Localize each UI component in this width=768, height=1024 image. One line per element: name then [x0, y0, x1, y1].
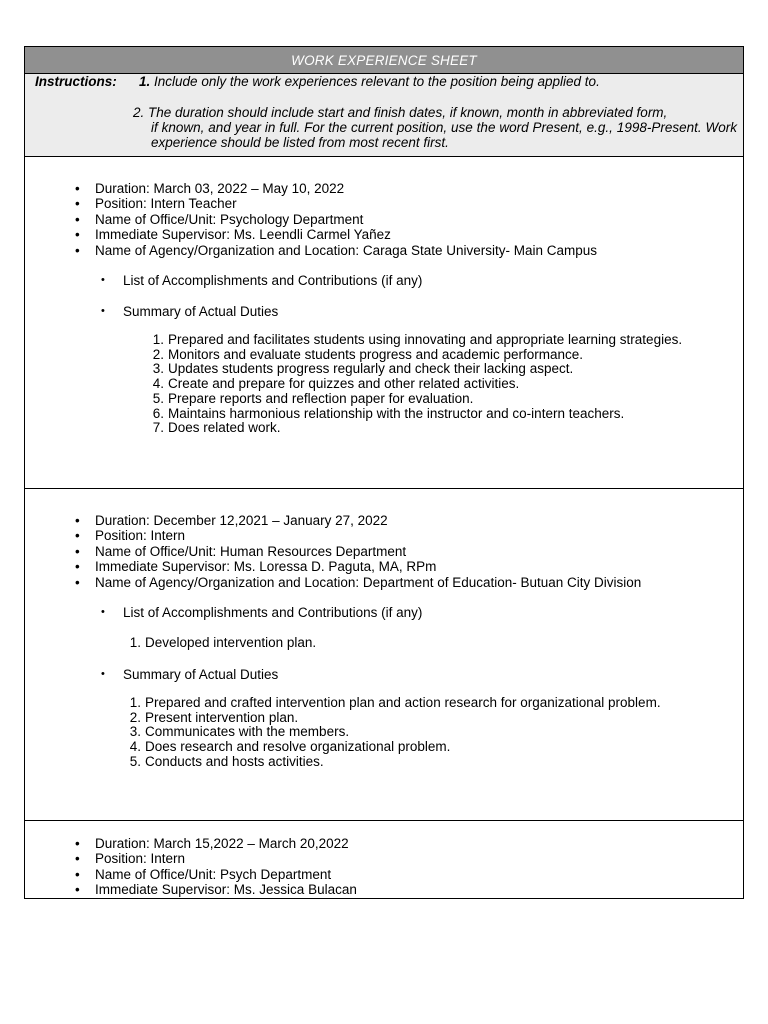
- entry-1-duties-list: [152, 332, 688, 436]
- entry-1-duties-heading: [101, 304, 278, 319]
- entry-2-duty-5: 5. Conducts and hosts activities.: [129, 753, 324, 769]
- entry-2-details: [75, 513, 641, 590]
- entry-2-accomplishments-label: • List of Accomplishments and Contributions (if any): [101, 605, 422, 620]
- entry-1-duty-7: 7. Does related work.: [152, 420, 281, 436]
- entry-1-duty-2: 2. Monitors and evaluate students progress and academic performance.: [152, 346, 583, 362]
- instruction-2-rest: if known, and year in full. For the current position, use the word Present, e.g., 1998-Present. Work experience should be listed from most recent first.: [151, 120, 737, 150]
- entry-2-agency: • Name of Agency/Organization and Location: Department of Education- Butuan City Division: [75, 575, 641, 590]
- work-experience-sheet: [24, 46, 744, 899]
- entry-3-duration: • Duration: March 15,2022 – March 20,2022: [75, 836, 357, 851]
- entry-2-accomplishments-list: [129, 635, 735, 651]
- entry-2-duties-label: • Summary of Actual Duties: [101, 667, 278, 682]
- experience-entry-1: [25, 157, 743, 489]
- entry-3-office: • Name of Office/Unit: Psych Department: [75, 867, 357, 882]
- entry-1-accomplishments-heading: [101, 273, 422, 288]
- entry-2-duty-3: 3. Communicates with the members.: [129, 724, 350, 740]
- instructions-label: Instructions:: [35, 74, 117, 89]
- experience-entry-2: [25, 489, 743, 821]
- instruction-2-line1: 2. The duration should include start and finish dates, if known, month in abbreviated form,: [133, 105, 668, 120]
- entry-1-accomplishments-label: • List of Accomplishments and Contributions (if any): [101, 273, 422, 288]
- entry-1-duty-6: 6. Maintains harmonious relationship with the instructor and co-intern teachers.: [152, 405, 625, 421]
- entry-1-supervisor: • Immediate Supervisor: Ms. Leendli Carmel Yañez: [75, 227, 597, 242]
- entry-2-duties-heading: [101, 667, 278, 682]
- sheet-title-text: WORK EXPERIENCE SHEET: [291, 52, 477, 68]
- entry-2-duration: • Duration: December 12,2021 – January 27, 2022: [75, 513, 641, 528]
- entry-2-duty-4: 4. Does research and resolve organizational problem.: [129, 739, 451, 755]
- instructions-box: [25, 74, 743, 157]
- entry-3-position: • Position: Intern: [75, 851, 357, 866]
- entry-1-agency: • Name of Agency/Organization and Location: Caraga State University- Main Campus: [75, 243, 597, 258]
- entry-2-office: • Name of Office/Unit: Human Resources Department: [75, 544, 641, 559]
- entry-2-duty-1: 1. Prepared and crafted intervention plan and action research for organizational problem.: [129, 695, 661, 710]
- instruction-1-text: Include only the work experiences relevant to the position being applied to.: [154, 74, 600, 89]
- instruction-2: [133, 105, 737, 150]
- entry-1-office: • Name of Office/Unit: Psychology Department: [75, 212, 597, 227]
- entry-3-details: [75, 836, 357, 898]
- entry-2-position: • Position: Intern: [75, 528, 641, 543]
- entry-1-duty-3: 3. Updates students progress regularly and check their lacking aspect.: [152, 361, 574, 377]
- entry-1-duties-label: • Summary of Actual Duties: [101, 304, 278, 319]
- entry-2-supervisor: • Immediate Supervisor: Ms. Loressa D. Paguta, MA, RPm: [75, 559, 641, 574]
- sheet-title: [25, 47, 743, 74]
- entry-1-duty-5: 5. Prepare reports and reflection paper for evaluation.: [152, 390, 474, 406]
- entry-2-accomplishments-heading: [101, 605, 422, 620]
- experience-entry-3: [25, 821, 743, 899]
- entry-2-duties-list: [129, 695, 740, 770]
- entry-1-duration: • Duration: March 03, 2022 – May 10, 2022: [75, 181, 597, 196]
- entry-1-details: [75, 181, 597, 258]
- entry-2-accomplishment-1: 1. Developed intervention plan.: [129, 635, 317, 650]
- entry-1-duty-4: 4. Create and prepare for quizzes and other related activities.: [152, 376, 520, 392]
- instruction-1-number: 1.: [139, 74, 151, 89]
- entry-1-duty-1: 1. Prepared and facilitates students using innovating and appropriate learning strategies.: [152, 332, 683, 347]
- entry-2-duty-2: 2. Present intervention plan.: [129, 709, 299, 725]
- entry-1-position: • Position: Intern Teacher: [75, 196, 597, 211]
- instruction-1: [139, 74, 600, 89]
- entry-3-supervisor: • Immediate Supervisor: Ms. Jessica Bulacan: [75, 882, 357, 897]
